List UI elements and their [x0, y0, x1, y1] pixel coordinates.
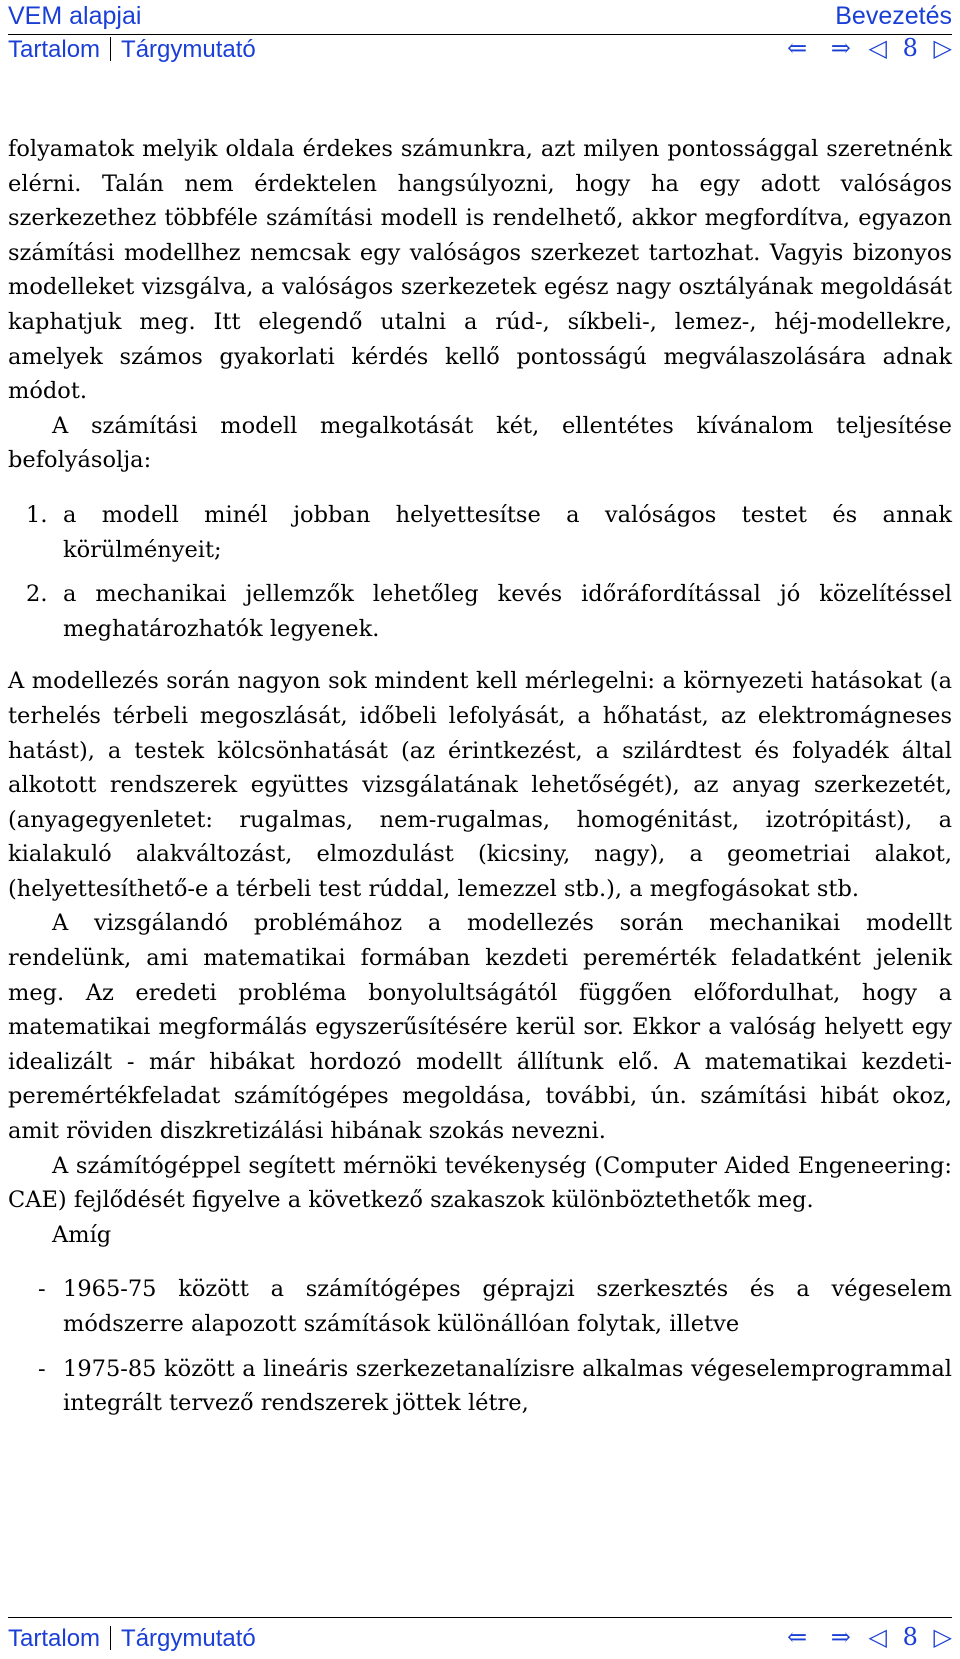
page-navigation — [771, 1623, 952, 1651]
contents-link[interactable]: Tartalom — [8, 1625, 101, 1652]
list-marker: - — [38, 1355, 46, 1382]
prev-page-icon[interactable]: ◁ — [868, 1623, 887, 1651]
page-body — [8, 132, 952, 1439]
list-marker: 1. — [26, 501, 48, 528]
list-item — [8, 498, 952, 567]
next-page-icon[interactable]: ▷ — [933, 34, 952, 62]
paragraph-1: folyamatok melyik oldala érdekes számunkra, azt milyen pontossággal szeretnénk elérni. Talán nem érdektelen hangsúlyozni, hogy ha egy adott valóságos szerkezethez többféle számítási modell is rendelhető, akkor megfordítva, egyazon számítási modellhez nemcsak egy valóságos szerkezet tartozhat. Vagyis bizonyos modelleket vizsgálva, a valóságos szerkezetek egész nagy osztályának megoldását kaphatjuk meg. Itt elegendő utalni a rúd-, síkbeli-, lemez-, héj-modellekre, amelyek számos gyakorlati kérdés kellő pontosságú megválaszolására adnak módot. — [8, 136, 952, 405]
footer-rule — [8, 1617, 952, 1618]
nav-links — [8, 36, 256, 64]
list-marker: - — [38, 1276, 46, 1303]
list-item — [8, 577, 952, 646]
page-number: 8 — [902, 34, 918, 62]
back-arrow-icon[interactable]: ⇐ — [787, 34, 808, 62]
forward-arrow-icon[interactable]: ⇒ — [830, 34, 851, 62]
paragraph-6: Amíg — [52, 1221, 112, 1248]
index-link[interactable]: Tárgymutató — [121, 1625, 256, 1652]
list-item-text: a modell minél jobban helyettesítse a valóságos testet és annak körülményeit; — [63, 501, 952, 563]
prev-page-icon[interactable]: ◁ — [868, 34, 887, 62]
nav-links — [8, 1625, 256, 1653]
list-item-text: a mechanikai jellemzők lehetőleg kevés időráfordítással jó közelítéssel meghatározhatók legyenek. — [63, 581, 952, 642]
page-navigation — [771, 34, 952, 62]
contents-link[interactable]: Tartalom — [8, 36, 101, 63]
list-item — [8, 1272, 952, 1341]
list-item-text: 1965-75 között a számítógépes géprajzi szerkesztés és a végeselem módszerre alapozott számítások különállóan folytak, illetve — [63, 1276, 952, 1337]
section-title: Bevezetés — [835, 2, 952, 30]
index-link[interactable]: Tárgymutató — [121, 36, 256, 63]
top-navigation — [8, 36, 952, 70]
list-marker: 2. — [26, 581, 48, 608]
numbered-list — [8, 498, 952, 646]
bottom-navigation — [8, 1625, 952, 1659]
page-header — [8, 0, 952, 34]
back-arrow-icon[interactable]: ⇐ — [787, 1623, 808, 1651]
list-item — [8, 1352, 952, 1421]
list-item-text: 1975-85 között a lineáris szerkezetanalízisre alkalmas végeselemprogrammal integrált tervező rendszerek jöttek létre, — [63, 1355, 952, 1417]
paragraph-5: A számítógéppel segített mérnöki tevékenység (Computer Aided Engeneering: CAE) fejlődését figyelve a következő szakaszok különböztethetők meg. — [8, 1152, 952, 1214]
document-title: VEM alapjai — [8, 2, 142, 30]
nav-separator — [110, 37, 111, 61]
dash-list — [8, 1272, 952, 1420]
paragraph-4: A vizsgálandó problémához a modellezés során mechanikai modellt rendelünk, ami matematikai formában kezdeti peremérték feladatként jelenik meg. Az eredeti probléma bonyolultságától függően előfordulhat, hogy a matematikai megformálás egyszerűsítésére kerül sor. Ekkor a valóság helyett egy idealizált - már hibákat hordozó modellt állítunk elő. A matematikai kezdeti-peremértékfeladat számítógépes megoldása, további, ún. számítási hibát okoz, amit röviden diszkretizálási hibának szokás nevezni. — [8, 910, 952, 1145]
page-number: 8 — [902, 1623, 918, 1651]
paragraph-2: A számítási modell megalkotását két, ellentétes kívánalom teljesítése befolyásolja: — [8, 412, 952, 474]
forward-arrow-icon[interactable]: ⇒ — [830, 1623, 851, 1651]
nav-separator — [110, 1626, 111, 1650]
paragraph-3: A modellezés során nagyon sok mindent kell mérlegelni: a környezeti hatásokat (a terhelés térbeli megoszlását, időbeli lefolyását, a hőhatást, az elektromágneses hatást), a testek kölcsönhatását (az érintkezést, a szilárdtest és folyadék által alkotott rendszerek együttes vizsgálatának lehetőségét), az anyag szerkezetét, (anyagegyenletet: rugalmas, nem-rugalmas, homogénitást, izotrópitást), a kialakuló alakváltozást, elmozdulást (kicsiny, nagy), a geometriai alakot, (helyettesíthető-e a térbeli test rúddal, lemezzel stb.), a megfogásokat stb. — [8, 668, 952, 902]
next-page-icon[interactable]: ▷ — [933, 1623, 952, 1651]
